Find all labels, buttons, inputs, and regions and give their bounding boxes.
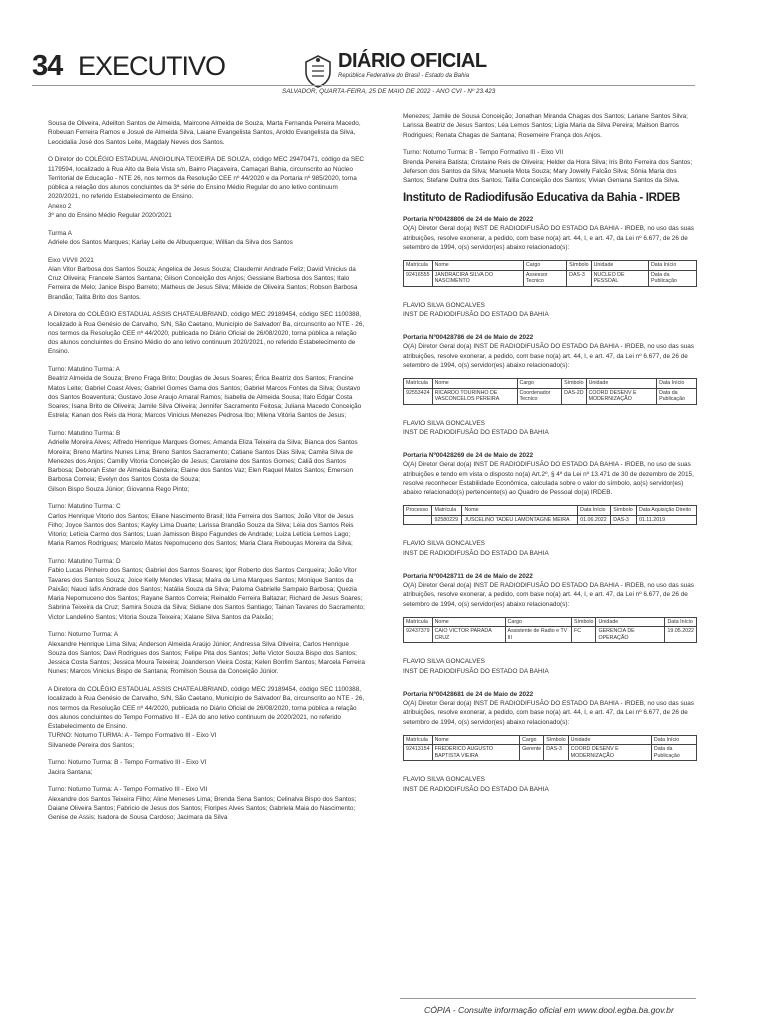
right-intro (403, 112, 697, 185)
header-rule (32, 85, 695, 86)
portaria-signature: FLAVIO SILVA GONCALVES INST DE RADIODIFUSÃO DO ESTADO DA BAHIA (403, 301, 549, 318)
left-paragraph: Turma A Adriele dos Santos Marques; Karlay Leite de Albuquerque; Willian da Silva dos Santos (48, 229, 293, 246)
table-cell: Data da Publicação (651, 745, 696, 761)
left-paragraph: Turno: Matutino Turma: A Beatriz Almeida de Souza; Breno Fraga Brito; Douglas de Jesus Soares; Érica Beatriz dos Santos; Francine Matos Leite; Gabriel Coast Alves; Gabriel Gomes Gama dos Santos; Gabriel Marcos Fontes da Silva; Gustavo dos Santos Boaventura; Gustavo Jose Araujo Amaral Ramos; Isabella de Almeida Sousa; Italo Edgar Costa Soares; Isana Brito de Oliveira; Jamile Silva Oliveira; Jennifer Sacramento Feitosa; Juliana Macedo Conceição Estrela; Kanan dos Reis da Hora; Marcos Vinicius Menezes Pedrosa Ibo; Milena Vitória Santos de Jesus; (48, 366, 362, 420)
section-title: EXECUTIVO (78, 51, 226, 81)
table-header: Nome (432, 735, 520, 745)
dateline: SALVADOR, QUARTA-FEIRA, 25 DE MAIO DE 2022 - ANO CVI - Nº 23.423 (282, 88, 496, 95)
table-cell: Data da Publicação (648, 270, 696, 286)
portaria-title: Portaria Nº00428711 de 24 de Maio de 2022 (403, 572, 533, 580)
portaria (403, 572, 697, 676)
table-cell: 92413154 (404, 745, 433, 761)
table-header: Cargo (520, 735, 544, 745)
left-paragraph: Turno: Noturno Turma: B - Tempo Formativo III - Eixo VI Jacira Santana; (48, 759, 207, 776)
table-row (404, 388, 697, 404)
table-cell: CAIO VICTOR PARADA CRUZ (432, 627, 505, 643)
table-cell: RICARDO TOURINHO DE VASCONCELOS PEREIRA (432, 388, 517, 404)
left-column (48, 119, 366, 831)
footer-note: CÓPIA - Consulte informação oficial em www.dool.egba.ba.gov.br (424, 1005, 674, 1015)
portaria-text: O(A) Diretor Geral do(a) INST DE RADIODIFUSÃO DO ESTADO DA BAHIA - IRDEB, no uso das suas atribuições, resolve exonerar, a pedido, com base no(a) art. 44, I, e art. 47, da Lei nº 6.677, de 26 de setembro de 1994, o(s) servidor(es) abaixo relacionado(s): (403, 343, 694, 369)
table-header: Símbolo (562, 379, 586, 389)
table-header: Símbolo (572, 617, 596, 627)
table-header: Matrícula (404, 735, 433, 745)
table-cell: DAS-2D (562, 388, 586, 404)
table-header: Matrícula (404, 261, 433, 271)
portaria-signature: FLAVIO SILVA GONCALVES INST DE RADIODIFUSÃO DO ESTADO DA BAHIA (403, 658, 549, 675)
left-paragraph: Turno: Matutino Turma: B Adrielle Moreira Alves; Alfredo Henrique Marques Gomes; Amanda Eliza Teixeira da Silva; Bianca dos Santos Moreira; Breno Martins Nunes Lima; Breno Santos Sacramento; Catiane Santos Dias Silva; Camila Silva de Menezes dos Anjos; Camilly Vitoria Conceição de Jesus; Carolaine dos Santos Gomes; Caliã dos Santos Barbosa; Deborah Ester de Almeida Bandeira; Elaine dos Santos Vaz; Elen Raquel Matos Santos; Emerson Barbosa Correia; Evelyn dos Santos Costa de Souza; Gilson Bispo Souza Júnior; Giovanna Rego Pinto; (48, 430, 358, 493)
left-paragraph: Eixo VI/VII 2021 Alan Vitor Barbosa dos Santos Souza; Angelica de Jesus Souza; Claudemir Andrade Feliz; David Vinicius da Cruz Oliveira; Francele Santos Santana; Gilson Conceição dos Anjos; Gessiane Barbosa dos Santos; Italo Ferreira de Melo; Janice Bispo Barreto; Matheus de Jesus Silva; Mileide de Oliveira Santos; Robson Barbosa Brandão; Talita Brito dos Santos. (48, 256, 358, 301)
table-cell: DAS-3 (611, 515, 637, 525)
table-cell: JANDRACIRA SILVA DO NASCIMENTO (432, 270, 523, 286)
table-header: Data Início (648, 261, 696, 271)
irdeb-heading: Instituto de Radiodifusão Educativa da Bahia - IRDEB (403, 191, 681, 204)
table-cell (404, 515, 432, 525)
portaria-title: Portaria Nº00428269 de 24 de Maio de 2022 (403, 452, 534, 459)
table-cell: 01.11.2019 (636, 515, 696, 525)
portaria-table (403, 735, 697, 762)
table-cell: GERENCIA DE OPERAÇÃO (596, 627, 665, 643)
table-cell: 01.06.2022 (578, 515, 611, 525)
table-cell: COORD DESENV E MODERNIZAÇÃO (568, 745, 651, 761)
brand-title: DIÁRIO OFICIAL (338, 50, 487, 72)
table-cell: FC (572, 627, 596, 643)
table-header: Data Início (665, 617, 697, 627)
left-paragraph: O Diretor do COLÉGIO ESTADUAL ANGIOLINA TEIXEIRA DE SOUZA, código MEC 29470471, código da SEC 1179594, localizado à Rua Alto da Bela Vista s/n, Bairro Piaçaveira, Camaçari Bahia, circunscrito ao Núcleo Territorial de Educação - NTE 26, nos termos da Resolução CEE nº 44/2020 e da Portaria nº 985/2020, torna pública a relação dos alunos concluintes da 3ª série do Ensino Médio Regular do ano letivo continuum 2020/2021, no referido Estabelecimento de Ensino. Anexo 2 3º ano do Ensino Médio Regular 2020/2021 (48, 156, 364, 219)
portaria-title: Portaria Nº00428806 de 24 de Maio de 2022 (403, 216, 534, 223)
portaria (403, 451, 697, 558)
left-paragraph: Turno: Matutino Turma: C Carlos Henrique Vitorio dos Santos; Eliane Nascimento Brasil; Ilda Ferreira dos Santos; João Vitor de Jesus Filho; Joyce Santos dos Santos; Kayky Lima Duarte; Larissa Brandão Souza da Silva; Léia dos Santos Reis Vitorio; Letícia Carmo dos Santos; Luan Jamisson Bispo Fagundes de Andrade; Luiza Letícia Lemos Lago; Maria Ramos Rodrigues; Marcelo Matos Nepomuceno dos Santos; Maria Clara Rebouças Moreira da Silva; (48, 503, 354, 548)
table-cell: Assessor Tecnico (523, 270, 566, 286)
left-paragraph: Turno: Noturno Turma: A - Tempo Formativo III - Eixo VII Alexandre dos Santos Teixeira Filho; Aline Meneses Lima; Brenda Sena Santos; Celinalva Bispo dos Santos; Daiane Oliveira Santos; Fabricio de Jesus dos Santos; Floripes Alves Santos; Gabriela Maia do Nascimento; Genise de Assis; Isadora de Sousa Cardoso; Jacimara da Silva (48, 786, 357, 821)
left-paragraph: A Diretora do COLÉGIO ESTADUAL ASSIS CHATEAUBRIAND, código MEC 29189454, código SEC 1100388, localizado à Rua Genésio de Carvalho, S/N, São Caetano, Município de Salvador/ Ba, circunscrito ao NTE - 26, nos termos da Resolução CEE nº 44/2020, publicada no Diário Oficial de 26/08/2020, torna pública a relação dos alunos concluintes do Tempo Formativo III - EJA do ano letivo continuum de 2020/2021, no referido Estabelecimento de Ensino. TURNO: Noturno TURMA: A - Tempo Formativo III - Eixo VI Silvanede Pereira dos Santos; (48, 686, 365, 749)
table-cell: 92580229 (432, 515, 462, 525)
table-row (404, 745, 697, 761)
table-cell: 92437379 (404, 627, 433, 643)
portaria-table (403, 505, 697, 525)
table-header: Nome (462, 506, 578, 516)
table-cell: JUSCELINO TADEU LAMONTAGNE MEIRA (462, 515, 578, 525)
right-paragraph: Menezes; Jamile de Sousa Conceição; Jonathan Miranda Chagas dos Santos; Lariane Santos Silva; Larissa Beatriz de Jesus Santos; Léa Lemos Santos; Ligia Maria da Silva Pereira; Mailson Barros Rodrigues; Renata Chagas de Santana; Rosemeire França dos Anjos. (403, 113, 688, 139)
right-paragraph: Turno: Noturno Turma: B - Tempo Formativo III - Eixo VII Brenda Pereira Batista; Cristaine Reis de Oliveira; Helder da Hora Silva; Iris Brito Ferreira dos Santos; Jeferson dos Santos da Silva; Manuela Mota Souza; Mary Jowelly Falcão Silva; Sônia Maria dos Santos; Stefane Dultra dos Santos; Tailla Conceição dos Santos; Vivian Geniana Santos da Silva. (403, 149, 693, 184)
table-cell: Coordenador Tecnico (517, 388, 562, 404)
table-header: Símbolo (611, 506, 637, 516)
table-header: Símbolo (567, 261, 591, 271)
left-paragraph: A Diretora do COLÉGIO ESTADUAL ASSIS CHATEAUBRIAND, código MEC 29189454, código SEC 1100388, localizado à Rua Genésio de Carvalho, S/N, São Caetano, Município de Salvador/ Ba, circunscrito ao NTE - 26, nos termos da Resolução CEE nº 44/2020, publicada no Diário Oficial de 26/08/2020, torna pública a relação dos alunos concluintes do Ensino Médio do ano letivo continuum 2020/2021, no referido Estabelecimento de Ensino. (48, 311, 365, 356)
table-header: Data Início (657, 379, 697, 389)
table-row (404, 270, 697, 286)
portaria (403, 690, 697, 794)
portaria-signature: FLAVIO SILVA GONCALVES INST DE RADIODIFUSÃO DO ESTADO DA BAHIA (403, 419, 549, 436)
bahia-coat-of-arms-icon (302, 54, 334, 88)
brand-subtitle: República Federativa do Brasil - Estado da Bahia (338, 73, 470, 79)
portaria-title: Portaria Nº00428681 de 24 de Maio de 2022 (403, 690, 534, 698)
table-header: Matrícula (404, 379, 433, 389)
table-cell: Assistente de Radio e TV III (505, 627, 572, 643)
footer-rule (400, 998, 696, 999)
portaria-table (403, 378, 697, 405)
portaria-signature: FLAVIO SILVA GONCALVES INST DE RADIODIFUSÃO DO ESTADO DA BAHIA (403, 776, 549, 793)
portaria-text: O(A) Diretor Geral do(a) INST DE RADIODIFUSÃO DO ESTADO DA BAHIA - IRDEB, no uso das suas atribuições, resolve exonerar, a pedido, com base no(a) art. 44, I, e art. 47, da Lei nº 6.677, de 26 de setembro de 1994, o(s) servidor(es) abaixo relacionado(s): (403, 582, 694, 608)
portaria-table (403, 617, 697, 644)
portaria-title: Portaria Nº00428786 de 24 de Maio de 2022 (403, 334, 534, 341)
table-header: Data Aquisição Direito (636, 506, 696, 516)
table-row (404, 515, 697, 525)
right-column (403, 112, 697, 808)
table-row (404, 627, 697, 643)
table-header: Cargo (523, 261, 566, 271)
table-cell: COORD DESENV E MODERNIZAÇÃO (586, 388, 657, 404)
table-header: Unidade (568, 735, 651, 745)
left-paragraph: Turno: Noturno Turma: A Alexandre Henrique Lima Silva; Anderson Almeida Araújo Júnior; Andressa Silva Oliveira; Carlos Henrique Souza dos Santos; Davi Rodrigues dos Santos; Felipe Pita dos Santos; Jefte Victor Souza Bispo dos Santos; Jessica Costa Santos; Jessica Moura Teixeira; Joanderson Vieira Costa; Kelen Bonfim Santos; Marcela Ferreira Nunes; Marcos Vinicius Bispo de Santana; Romilson Sousa da Conceição Júnior. (48, 631, 365, 676)
table-cell: 19.05.2022 (665, 627, 697, 643)
table-cell: FREDERICO AUGUSTO BAPTISTA VIEIRA (432, 745, 520, 761)
portaria (403, 333, 697, 437)
table-header: Processo (404, 506, 432, 516)
portaria-text: O(A) Diretor Geral do(a) INST DE RADIODIFUSÃO DO ESTADO DA BAHIA - IRDEB, no uso das suas atribuições, resolve exonerar, a pedido, com base no(a) art. 44, I, e art. 47, da Lei nº 6.677, de 26 de setembro de 1994, o(s) servidor(es) abaixo relacionado(s): (403, 225, 694, 251)
table-cell: 92416555 (404, 270, 433, 286)
table-header: Símbolo (544, 735, 568, 745)
left-paragraph: Sousa de Oliveira, Adeilton Santos de Almeida, Maircone Almeida de Souza, Marta Fernanda Pereira Macedo, Robeuan Ferreira Ramos e Josué de Almeida Silva, Laiane Evangelista Santos, Aroldo Evangelista da Silva, Leocidalia José dos Santos Leite, Magdaly Neves dos Santos. (48, 120, 361, 146)
page-number: 34 (32, 50, 63, 82)
portaria-signature: FLAVIO SILVA GONCALVES INST DE RADIODIFUSÃO DO ESTADO DA BAHIA (403, 540, 549, 557)
table-cell: Gerente (520, 745, 544, 761)
table-header: Nome (432, 261, 523, 271)
table-cell: DAS-3 (567, 270, 591, 286)
table-header: Unidade (586, 379, 657, 389)
table-header: Data Início (651, 735, 696, 745)
table-cell: DAS-3 (544, 745, 568, 761)
portaria (403, 215, 697, 319)
portaria-text: O(A) Diretor Geral do(a) INST DE RADIODIFUSÃO DO ESTADO DA BAHIA - IRDEB, no uso das suas atribuições, resolve exonerar, a pedido, com base no(a) art. 44, I, e art. 47, da Lei nº 6.677, de 26 de setembro de 1994, o(s) servidor(es) abaixo relacionado(s): (403, 700, 694, 726)
table-header: Unidade (591, 261, 648, 271)
left-paragraph: Turno: Matutino Turma: D Fabio Lucas Pinheiro dos Santos; Gabriel dos Santos Soares; Igor Roberto dos Santos Cerqueira; João Vitor Tavares dos Santos Souza; Joice Kelly Mendes Vilasa; Maíra de Lima Marques Santos; Monique Santos da Paixão; Nauci Iafis Andrade dos Santos; Natália Souza da Silva; Paloma Gabrielle Sampaio Barbosa; Quezia Maria Nepomuceno dos Santos; Rayane Santos Correia; Reinaldo Ferreira Baltazar; Richard de Jesus Soares; Sabrina Teixeira da Cruz; Samira Souza da Silva; Sidiane dos Santos Santiago; Tainan Tavares do Sacramento; Victor Landelino Santos; Vitoria Souza Teixeira; Xalane Silva Santos da Paixão; (48, 558, 365, 621)
table-cell: Data da Publicação (657, 388, 697, 404)
portaria-table (403, 260, 697, 287)
table-header: Data Início (578, 506, 611, 516)
table-header: Matrícula (404, 617, 433, 627)
table-header: Matrícula (432, 506, 462, 516)
table-header: Nome (432, 379, 517, 389)
table-header: Unidade (596, 617, 665, 627)
table-cell: NUCLEO DE PESSOAL (591, 270, 648, 286)
table-cell: 92553424 (404, 388, 433, 404)
table-header: Cargo (505, 617, 572, 627)
table-header: Nome (432, 617, 505, 627)
portaria-text: O(A) Diretor Geral do(a) INST DE RADIODIFUSÃO DO ESTADO DA BAHIA - IRDEB, no uso de suas atribuições e tendo em vista o disposto no(a) Art.2º, § 4º da Lei nº 13.471 de 30 de dezembro de 2015, resolve reconhecer Estabilidade Econômica, calculada sobre o valor do símbolo, ao(s) servidor(es) abaixo relacionado(s) pertencente(s) ao Quadro de Pessoal do(a) IRDEB. (403, 461, 694, 496)
portarias-list (403, 215, 697, 794)
table-header: Cargo (517, 379, 562, 389)
